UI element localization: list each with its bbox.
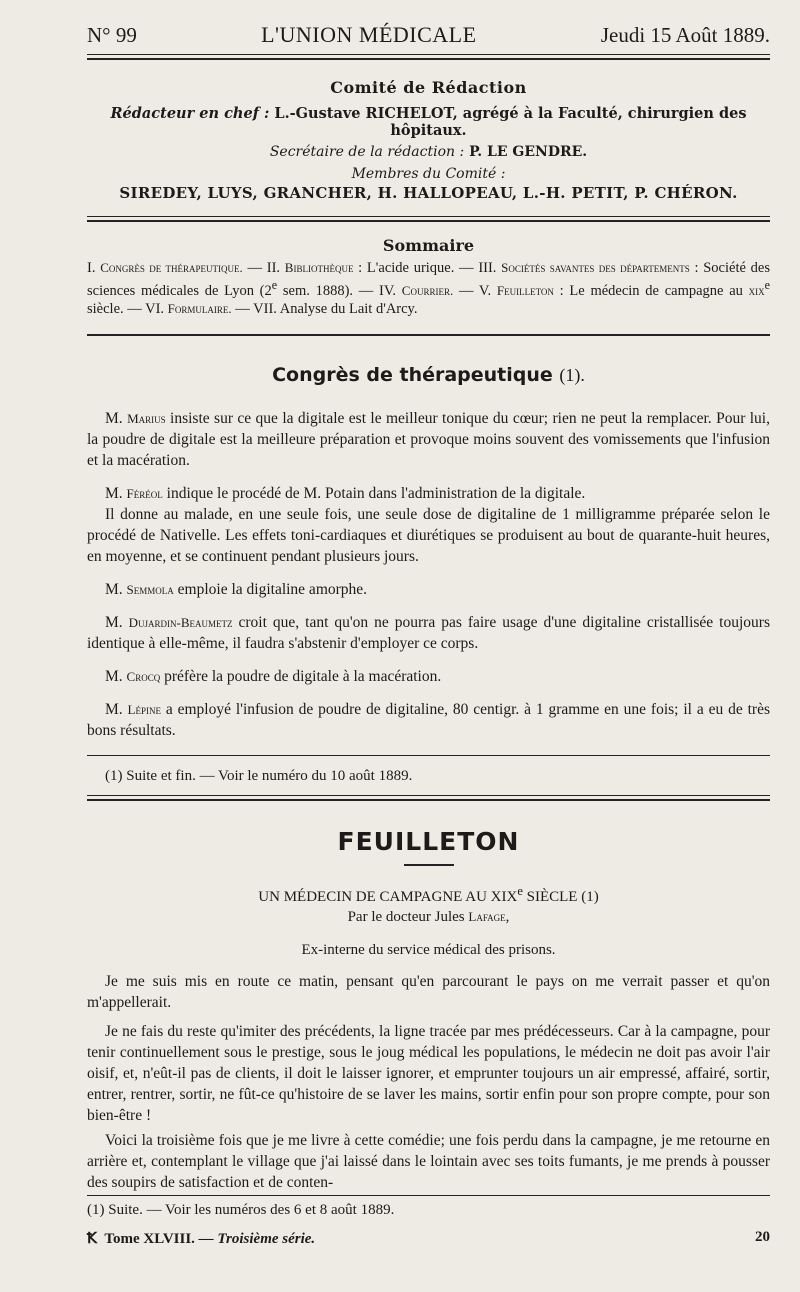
sommaire-part: sem. 1888). — IV. (277, 282, 402, 299)
sommaire-rule (87, 334, 770, 336)
feuilleton-subtitle (87, 884, 770, 906)
footer-rule (87, 1195, 770, 1196)
paragraph-text: préfère la poudre de digitale à la macération. (160, 667, 442, 685)
page-header (87, 0, 770, 48)
paragraph (87, 579, 770, 600)
feuilleton-author (87, 909, 770, 926)
paragraph: Je ne fais du reste qu'imiter des précédents, la ligne tracée par mes prédécesseurs. Car à la campagne, pour tenir continuellement sous le prestige, sous le joug médical les populations, le médecin ne doit pas avoir l'air oisif, et, n'eût-il pas de clients, il doit le laisser ignorer, et emprunter toujours un air empressé, affairé, sortir, entrer, rentrer, sortir, ne fût-ce qu'histoire de se laver les mains, sortir enfin pour son propre compte, pour son bien-être ! (87, 1022, 770, 1124)
sommaire-text (87, 259, 770, 318)
sommaire-part: e (271, 278, 278, 292)
paragraph-text: Il donne au malade, en une seule fois, une seule dose de digitaline de 1 milligramme préparée selon le procédé de Nativelle. Les effets toni-cardiaques et diurétiques se produisent au bout de quarante-huit heures, en moyenne, et se continuent pendant plusieurs jours. (87, 505, 770, 565)
feuilleton-body (87, 971, 770, 1193)
section-title (87, 364, 770, 386)
sommaire-part: Courrier. (401, 282, 454, 298)
paragraph (87, 504, 770, 567)
lead: M. (105, 613, 129, 631)
tome-label: Tome XLVIII. (104, 1231, 195, 1247)
feuilleton-title: FEUILLETON (337, 826, 520, 856)
sommaire-part: — II. (242, 260, 285, 276)
lead: M. (105, 409, 128, 427)
sommaire-title: Sommaire (382, 236, 475, 255)
subtitle-sup: e (517, 883, 523, 898)
paragraph (87, 699, 770, 741)
paragraph: Je me suis mis en route ce matin, pensant qu'en parcourant le pays on me verrait passer et qu'on m'appellerait. (87, 972, 770, 1011)
tome-info (87, 1229, 315, 1248)
author-part: , (505, 908, 510, 925)
sommaire-part: Sociétés savantes des départements (501, 260, 690, 275)
redacteur-label: Rédacteur en chef : (110, 105, 270, 122)
congres-note: (1). (559, 364, 585, 385)
paragraph-text: insiste sur ce que la digitale est le meilleur tonique du cœur; rien ne peut la remplacer. Pour lui, la poudre de digitale est la meilleure préparation et provoque moins souvent des vomissements que l'infusion et la macération. (87, 409, 770, 469)
redacteur-line (87, 105, 770, 139)
sommaire-part: Congrès de thérapeutique. (100, 260, 243, 275)
comite-rule (87, 216, 770, 222)
membres-text: SIREDEY, LUYS, GRANCHER, H. HALLOPEAU, L.-H. PETIT, P. CHÉRON. (119, 184, 738, 202)
speaker-name: Dujardin-Beaumetz (128, 614, 233, 630)
feuilleton-rule (87, 795, 770, 801)
congres-body (87, 408, 770, 741)
speaker-name: Féréol (126, 485, 163, 501)
footnote-rule (87, 755, 770, 756)
membres-label: Membres du Comité : (351, 166, 506, 182)
sommaire-part: siècle. — VI. (87, 300, 168, 317)
feuilleton-footnote: (1) Suite. — Voir les numéros des 6 et 8 août 1889. (87, 1202, 395, 1218)
issue-number: N° 99 (87, 23, 137, 47)
speaker-name: Crocq (126, 668, 161, 684)
secretaire-label: Secrétaire de la rédaction : (269, 144, 465, 160)
sommaire-part: : Le médecin de campagne au (553, 282, 749, 299)
feuilleton-role: Ex-interne du service médical des prisons. (301, 941, 556, 958)
lead: M. (105, 700, 128, 718)
sommaire-part: I. (87, 260, 101, 276)
lead: M. (105, 667, 127, 685)
congres-footnote: (1) Suite et fin. — Voir le numéro du 10 août 1889. (105, 767, 413, 784)
sommaire-part: — V. (453, 282, 497, 299)
journal-title: L'UNION MÉDICALE (261, 22, 477, 47)
speaker-name: Marius (127, 410, 166, 426)
congres-title: Congrès de thérapeutique (272, 363, 553, 386)
sommaire-part: e (764, 278, 770, 292)
sommaire-part: : L'acide urique. — III. (353, 260, 502, 276)
footer-row (87, 1229, 770, 1248)
lead: M. (105, 484, 127, 502)
lead: M. (105, 580, 127, 598)
sommaire-part: Formulaire. (167, 300, 232, 316)
page-number: 20 (755, 1229, 770, 1245)
paragraph: Voici la troisième fois que je me livre à cette comédie; une fois perdu dans la campagne, je me retourne en arrière et, contemplant le village que j'ai laissé dans le lointain avec ses toits fumants, je me prends à pousser des soupirs de satisfaction et de conten- (87, 1131, 770, 1191)
subtitle-part: SIÈCLE (1) (522, 888, 599, 905)
secretaire-line (87, 144, 770, 160)
sommaire-part: : Société des sciences médicales de Lyon (2 (87, 260, 770, 299)
page-footer (87, 1195, 770, 1248)
sommaire-part: xix (748, 282, 765, 298)
paragraph-text: croit que, tant qu'on ne pourra pas faire usage d'une digitaline cristallisée toujours identique à elle-même, il faudra s'abstenir d'employer ce corps. (87, 613, 770, 652)
redacteur-text: L.-Gustave RICHELOT, agrégé à la Faculté, chirurgien des hôpitaux. (274, 105, 747, 139)
speaker-name: Lépine (127, 701, 161, 717)
sommaire-part: — VII. Analyse du Lait d'Arcy. (231, 300, 418, 317)
comite-title: Comité de Rédaction (330, 78, 527, 97)
header-rule (87, 54, 770, 60)
author-part: Par le docteur Jules (347, 908, 469, 925)
issue-date: Jeudi 15 Août 1889. (600, 23, 770, 47)
paragraph-text: a employé l'infusion de poudre de digitaline, 80 centigr. à 1 gramme en une fois; il a eu de très bons résultats. (87, 700, 770, 739)
author-name: Lafage (468, 908, 506, 924)
speaker-name: Semmola (126, 581, 174, 597)
paragraph-text: indique le procédé de M. Potain dans l'administration de la digitale. (162, 484, 586, 502)
paragraph (87, 483, 770, 504)
paragraph (87, 408, 770, 471)
feuilleton-short-rule (404, 864, 454, 866)
subtitle-part: UN MÉDECIN DE CAMPAGNE AU XIX (258, 888, 518, 905)
serie-label: — Troisième série. (198, 1231, 316, 1247)
paragraph (87, 612, 770, 654)
paragraph (87, 666, 770, 687)
sommaire-part: Feuilleton (496, 282, 554, 298)
sommaire-part: Bibliothèque (284, 260, 354, 275)
tome-symbol: Ꝁ (87, 1231, 97, 1247)
secretaire-text: P. LE GENDRE. (469, 144, 588, 160)
paragraph-text: emploie la digitaline amorphe. (173, 580, 368, 598)
